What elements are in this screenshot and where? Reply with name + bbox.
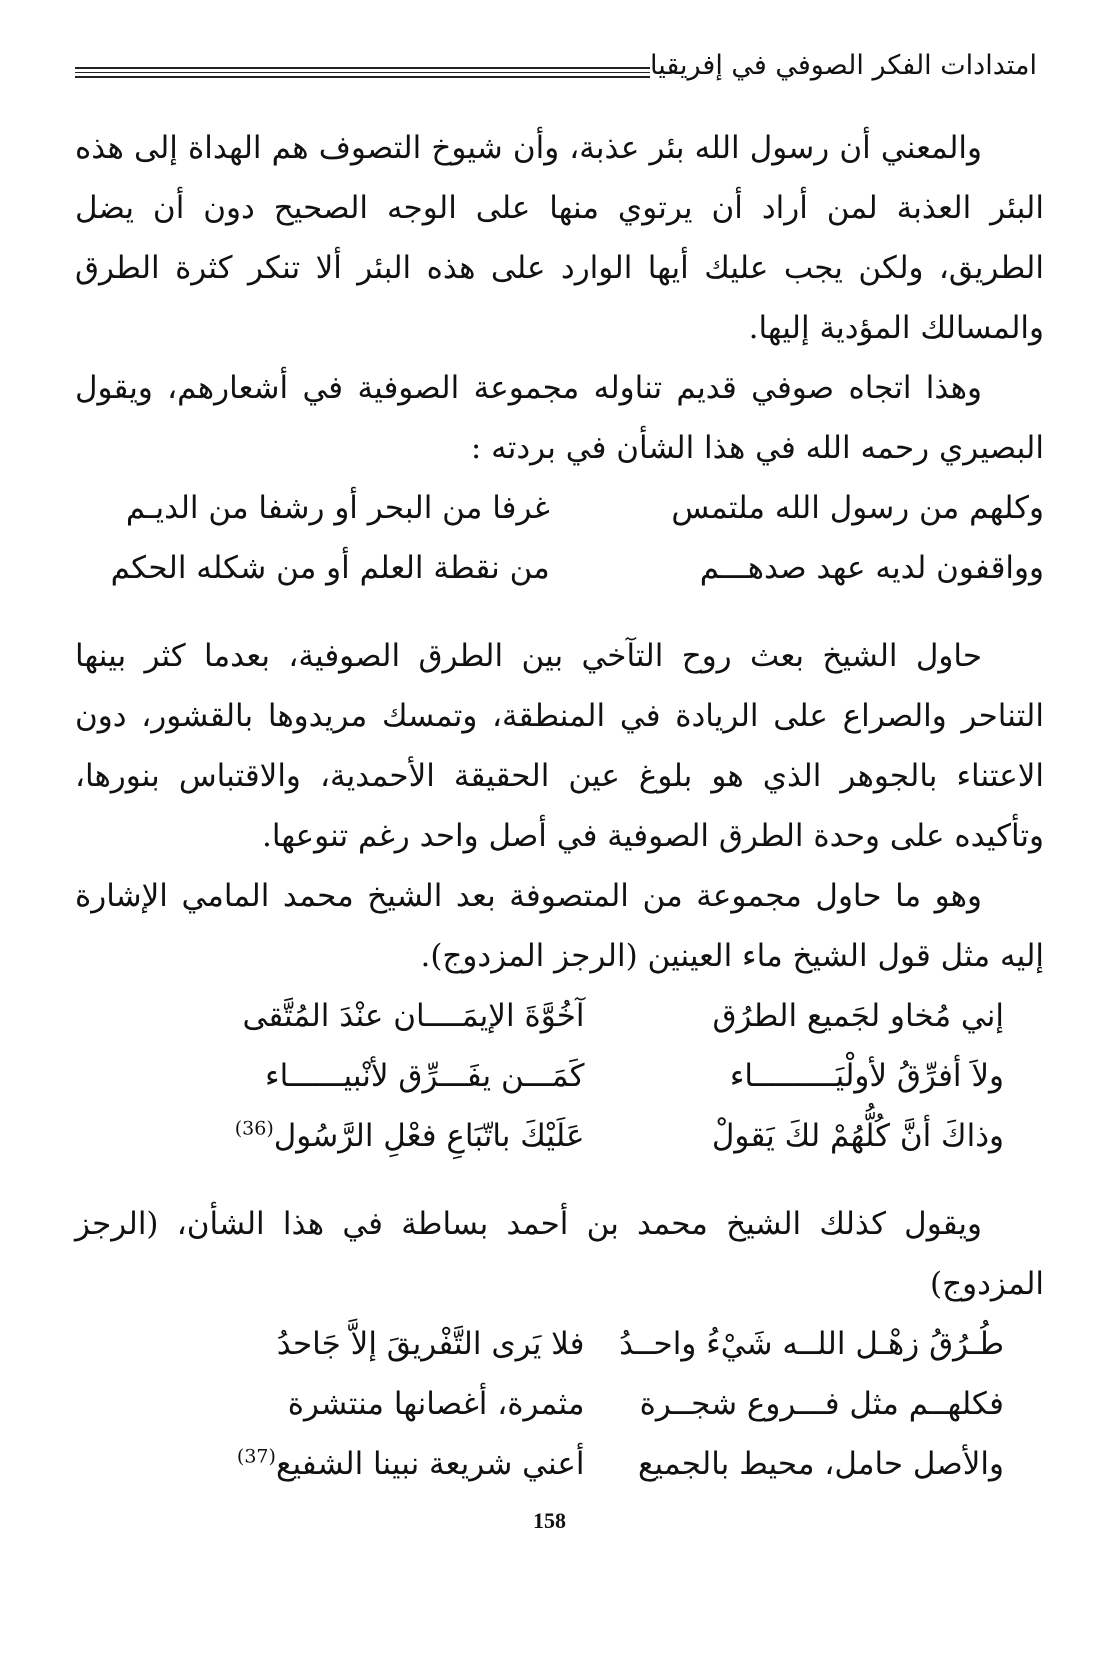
verse-first-hemistich: والأصل حامل، محيط بالجميع — [637, 1446, 1004, 1482]
paragraph-2: وهذا اتجاه صوفي قديم تناوله مجموعة الصوفية في أشعارهم، ويقول البصيري رحمه الله في هذا الشأن في بردته : — [75, 370, 1044, 466]
running-header — [75, 40, 1039, 90]
verse-second-hemistich: من نقطة العلم أو من شكله الحكم — [110, 550, 550, 586]
paragraph-4: وهو ما حاول مجموعة من المتصوفة بعد الشيخ محمد المامي الإشارة إليه مثل قول الشيخ ماء العينين (الرجز المزدوج). — [75, 878, 1044, 974]
verse-first-hemistich: ولاَ أفرِّقُ لأولْيَـــــــــاء — [729, 1058, 1004, 1094]
verse-second-hemistich: آخُوَّةَ الإيمَــــان عنْدَ المُتَّقى — [242, 998, 585, 1034]
verse-first-hemistich: وواقفون لديه عهد صدهـــم — [699, 550, 1044, 586]
poem-basata — [75, 1314, 1044, 1494]
verse-second-hemistich: غرفا من البحر أو رشفا من الديـم — [125, 490, 550, 526]
verse-text: عَلَيْكَ باتّبَاعِ فعْلِ الرَّسُول — [273, 1118, 585, 1154]
verse-line — [75, 478, 1044, 538]
poem-maa-al-aynayn — [75, 986, 1044, 1166]
verse-line — [75, 1314, 1044, 1374]
verse-line — [75, 1046, 1044, 1106]
footnote-reference[interactable]: (36) — [234, 1117, 274, 1140]
verse-line — [75, 1434, 1044, 1494]
poem-burda — [75, 478, 1044, 598]
verse-line — [75, 986, 1044, 1046]
footnote-reference[interactable]: (37) — [236, 1445, 276, 1468]
page-number: 158 — [533, 1508, 566, 1533]
verse-second-hemistich: كَمَـــن يفَـــرِّق لأنْبيــــــاء — [265, 1058, 585, 1094]
verse-text: أعني شريعة نبينا الشفيع — [275, 1446, 585, 1482]
verse-first-hemistich: طُـرُقُ زهْـل اللــه شَيْءُ واحــدُ — [619, 1326, 1004, 1362]
header-title: امتدادات الفكر الصوفي في إفريقيا — [649, 49, 1037, 81]
verse-line — [75, 1106, 1044, 1166]
paragraph-1: والمعني أن رسول الله بئر عذبة، وأن شيوخ التصوف هم الهداة إلى هذه البئر العذبة لمن أراد أن يرتوي منها على الوجه الصحيح دون أن يضل الطريق، ولكن يجب عليك أيها الوارد على هذه البئر ألا تنكر كثرة الطرق والمسالك المؤدية إليها. — [75, 130, 1044, 346]
verse-second-hemistich: فلا يَرى التَّفْريقَ إلاَّ جَاحدُ — [276, 1326, 585, 1362]
verse-first-hemistich: فكلهــم مثل فـــروع شجــرة — [639, 1386, 1004, 1422]
verse-first-hemistich: وذاكَ أنَّ كُلُّهُمْ لكَ يَقولْ — [711, 1118, 1004, 1154]
header-rule — [75, 67, 650, 78]
verse-line — [75, 538, 1044, 598]
verse-line — [75, 1374, 1044, 1434]
verse-second-hemistich — [165, 1434, 585, 1494]
verse-second-hemistich — [165, 1106, 585, 1166]
verse-second-hemistich: مثمرة، أغصانها منتشرة — [287, 1386, 585, 1422]
paragraph-5: ويقول كذلك الشيخ محمد بن أحمد بساطة في هذا الشأن، (الرجز المزدوج) — [75, 1206, 1044, 1302]
verse-first-hemistich: إني مُخاو لجَميع الطرُق — [712, 998, 1004, 1034]
paragraph-3: حاول الشيخ بعث روح التآخي بين الطرق الصوفية، بعدما كثر بينها التناحر والصراع على الريادة في المنطقة، وتمسك مريدوها بالقشور، دون الاعتناء بالجوهر الذي هو بلوغ عين الحقيقة الأحمدية، والاقتباس بنورها، وتأكيده على وحدة الطرق الصوفية في أصل واحد رغم تنوعها. — [75, 638, 1044, 854]
page-body — [75, 118, 1044, 1494]
verse-first-hemistich: وكلهم من رسول الله ملتمس — [671, 490, 1044, 526]
